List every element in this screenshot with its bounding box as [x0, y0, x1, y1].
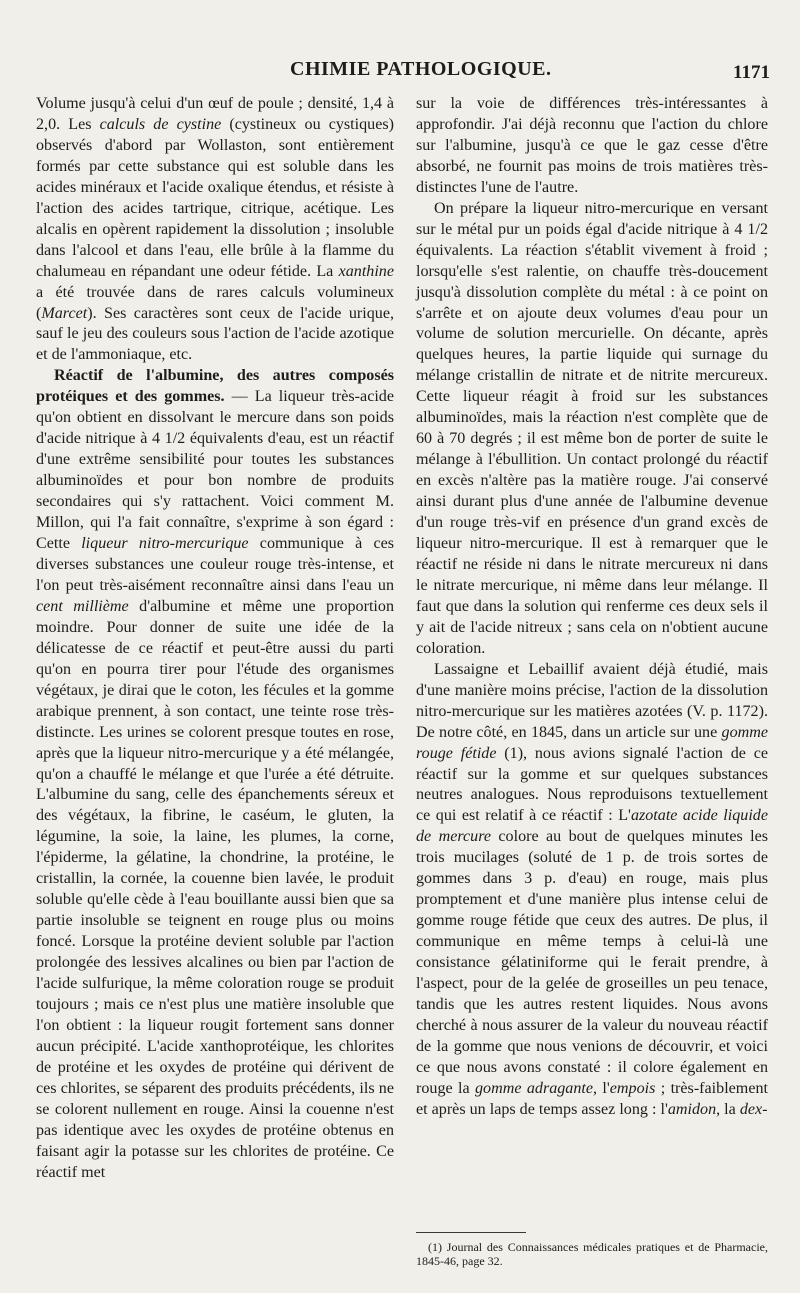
running-title: CHIMIE PATHOLOGIQUE. [290, 58, 552, 80]
page-header [290, 58, 770, 86]
section-heading: Réactif de l'albumine, des autres composés protéiques et des gommes. [36, 367, 394, 406]
paragraph-preparation: On prépare la liqueur nitro-mercurique en versant sur le métal pur un poids égal d'acide nitrique à 4 1/2 équivalents. La réaction s'établit vivement à froid ; lorsqu'elle s'est ralentie, on chauffe très-doucement jusqu'à dissolution complète du métal : à ce point on s'arrête et on ajoute deux volumes d'eau pour un volume de solution mercurielle. On décante, après quelques heures, la partie liquide qui surnage du mélange cristallin de nitrate et de nitrite mercureux. Cette liqueur réagit à froid sur les substances albuminoïdes, mais la réaction n'est complète que de 60 à 70 degrés ; il est même bon de porter de suite le mélange à l'ébullition. Un contact prolongé du réactif en excès n'altère pas la matière rouge. J'ai conservé ainsi durant plus d'une année de l'albumine devenue d'un rouge très-vif en présence d'un grand excès de liqueur nitro-mercurique. Il est à remarquer que le réactif ne réside ni dans le nitrate mercureux ni dans le nitrate mercurique, ni même dans leur mélange. Il faut que dans la solution qui renferme ces deux sels il y ait de l'acide nitreux ; sans cela on n'obtient aucune coloration. [416, 199, 768, 657]
page-number: 1171 [733, 62, 770, 83]
right-column [416, 94, 768, 1121]
paragraph-reactif-albumine: Réactif de l'albumine, des autres composés protéiques et des gommes. — La liqueur très-acide qu'on obtient en dissolvant le mercure dans son poids d'acide nitrique à 4 1/2 équivalents d'eau, est un réactif d'une extrême sensibilité pour toutes les substances albuminoïdes et pour bon nombre de produits secondaires qui s'y rattachent. Voici comment M. Millon, qui l'a fait connaître, s'exprime à son égard : Cette liqueur nitro-mercurique communique à ces diverses substances une couleur rouge très-intense, et l'on peut très-aisément reconnaître ainsi dans l'eau un cent millième d'albumine et même une proportion moindre. Pour donner de suite une idée de la délicatesse de ce réactif et peut-être aussi du parti qu'on en pourra tirer pour l'étude des organismes végétaux, je dirai que le coton, les fécules et la gomme arabique prennent, à son contact, une teinte rose très-distincte. Les urines se colorent presque toutes en rose, après que la liqueur nitro-mercurique y a été mélangée, qu'on a chauffé le mélange et que l'urée a été détruite. L'albumine du sang, celle des épanchements séreux et des végétaux, la fibrine, le caséum, le gluten, la légumine, la soie, la laine, les plumes, la corne, l'épiderme, la gélatine, la chondrine, la protéine, le cristallin, la cornée, la couenne bien lavée, le produit soluble qu'elle cède à l'eau bouillante aussi bien que sa partie insoluble se teignent en rouge plus ou moins foncé. Lorsque la protéine devient soluble par l'action prolongée des lessives alcalines ou bien par l'action de l'acide sulfurique, la même coloration rouge se produit toujours ; mais ce n'est plus une matière insoluble que l'on obtient : la liqueur rougit fortement sans donner aucun précipité. L'acide xanthoprotéique, les chlorites de protéine et les oxydes de protéine qui dérivent de ces chlorites, se séparent des produits précédents, ils ne se colorent nullement en rouge. Ainsi la couenne n'est pas identique avec les oxydes de protéine obtenus en faisant agir la potasse sur les chlorites de protéine. Ce réactif met [36, 367, 394, 1181]
paragraph-lassaigne: Lassaigne et Lebaillif avaient déjà étudié, mais d'une manière moins précise, l'action de la dissolution nitro-mercurique sur les matières azotées (V. p. 1172). De notre côté, en 1845, dans un article sur une gomme rouge fétide (1), nous avions signalé l'action de ce réactif sur la gomme et sur quelques substances neutres analogues. Nous reproduisons textuellement ce qui est relatif à ce réactif : L'azotate acide liquide de mercure colore au bout de quelques minutes les trois mucilages (soluté de 1 p. de trois sortes de gommes dans 3 p. d'eau) en rouge, mais plus promptement et d'une manière plus intense celui de gomme rouge fétide que ceux des autres. De plus, il communique en même temps à celui-là une consistance gélatiniforme qui le ferait prendre, à l'aspect, pour de la gelée de groseilles un peu tenace, tandis que les autres restent liquides. Nous avons cherché à nous assurer de la valeur du nouveau réactif de la gomme que nous venions de découvrir, et voici ce que nous avons constaté : il colore également en rouge la gomme adragante, l'empois ; très-faiblement et après un laps de temps assez long : l'amidon, la dex- [416, 660, 768, 1118]
footnote [416, 1240, 768, 1268]
paragraph-continuation: sur la voie de différences très-intéressantes à approfondir. J'ai déjà reconnu que l'action du chlore sur l'albumine, jusqu'à ce que le gaz cesse d'être absorbé, ne fournit pas moins de trois matières très-distinctes l'une de l'autre. [416, 95, 768, 196]
footnote-rule [416, 1232, 526, 1233]
left-column [36, 94, 394, 1184]
footnote-text: (1) Journal des Connaissances médicales pratiques et de Pharmacie, 1845-46, page 32. [416, 1240, 768, 1268]
paragraph-calculs: Volume jusqu'à celui d'un œuf de poule ; densité, 1,4 à 2,0. Les calculs de cystine (cystineux ou cystiques) observés d'abord par Wollaston, sont entièrement formés par cette substance qui est soluble dans les acides minéraux et l'acide oxalique étendus, et résiste à l'action des acides tartrique, citrique, acétique. Les alcalis en opèrent rapidement la dissolution ; insoluble dans l'alcool et dans l'eau, elle brûle à la flamme du chalumeau en répandant une odeur fétide. La xanthine a été trouvée dans de rares calculs volumineux (Marcet). Ses caractères sont ceux de l'acide urique, sauf le jeu des couleurs sous l'action de l'acide azotique et de l'ammoniaque, etc. [36, 95, 394, 364]
